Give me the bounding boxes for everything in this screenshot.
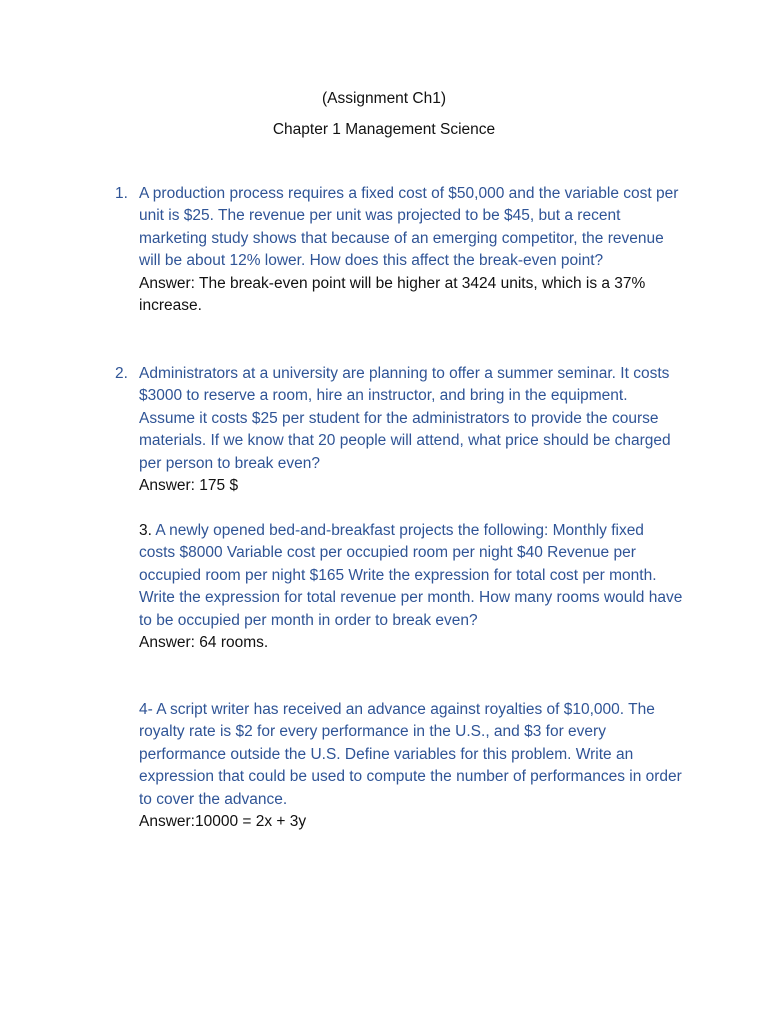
question-3 bbox=[139, 520, 684, 654]
question-number: 1. bbox=[115, 185, 128, 202]
answer-text: Answer: The break-even point will be higher at 3424 units, which is a 37% increase. bbox=[139, 274, 646, 315]
question-text: Administrators at a university are planning to offer a summer seminar. It costs $3000 to reserve a room, hire an instructor, and bring in the equipment. Assume it costs $25 per student for the administrators to provide the course materials. If we know that 20 people will attend, what price should be charged per person to break even? bbox=[139, 365, 671, 472]
question-number: 4- bbox=[139, 701, 153, 718]
question-text: A newly opened bed-and-breakfast projects the following: Monthly fixed costs $8000 Variable cost per occupied room per night $40 Revenue per occupied room per night $165 Write the expression for total cost per month. Write the expression for total revenue per month. How many rooms would have to be occupied per month in order to break even? bbox=[139, 522, 683, 629]
question-number: 2. bbox=[115, 365, 128, 382]
answer-text: Answer:10000 = 2x + 3y bbox=[139, 813, 307, 831]
chapter-title: Chapter 1 Management Science bbox=[272, 121, 496, 138]
assignment-heading: (Assignment Ch1) bbox=[321, 90, 447, 107]
answer-text: Answer: 175 $ bbox=[139, 477, 239, 495]
question-2 bbox=[115, 363, 684, 497]
question-1 bbox=[115, 183, 684, 317]
question-text: A script writer has received an advance against royalties of $10,000. The royalty rate is $2 for every performance in the U.S., and $3 for every performance outside the U.S. Define variables for this problem. Write an expression that could be used to compute the number of performances in order to cover the advance. bbox=[139, 701, 682, 808]
question-text: A production process requires a fixed cost of $50,000 and the variable cost per unit is $25. The revenue per unit was projected to be $45, but a recent marketing study shows that because of an emerging competitor, the revenue will be about 12% lower. How does this affect the break-even point? bbox=[139, 185, 679, 270]
question-number: 3. bbox=[139, 522, 152, 539]
question-4 bbox=[139, 699, 684, 833]
answer-text: Answer: 64 rooms. bbox=[139, 634, 269, 652]
